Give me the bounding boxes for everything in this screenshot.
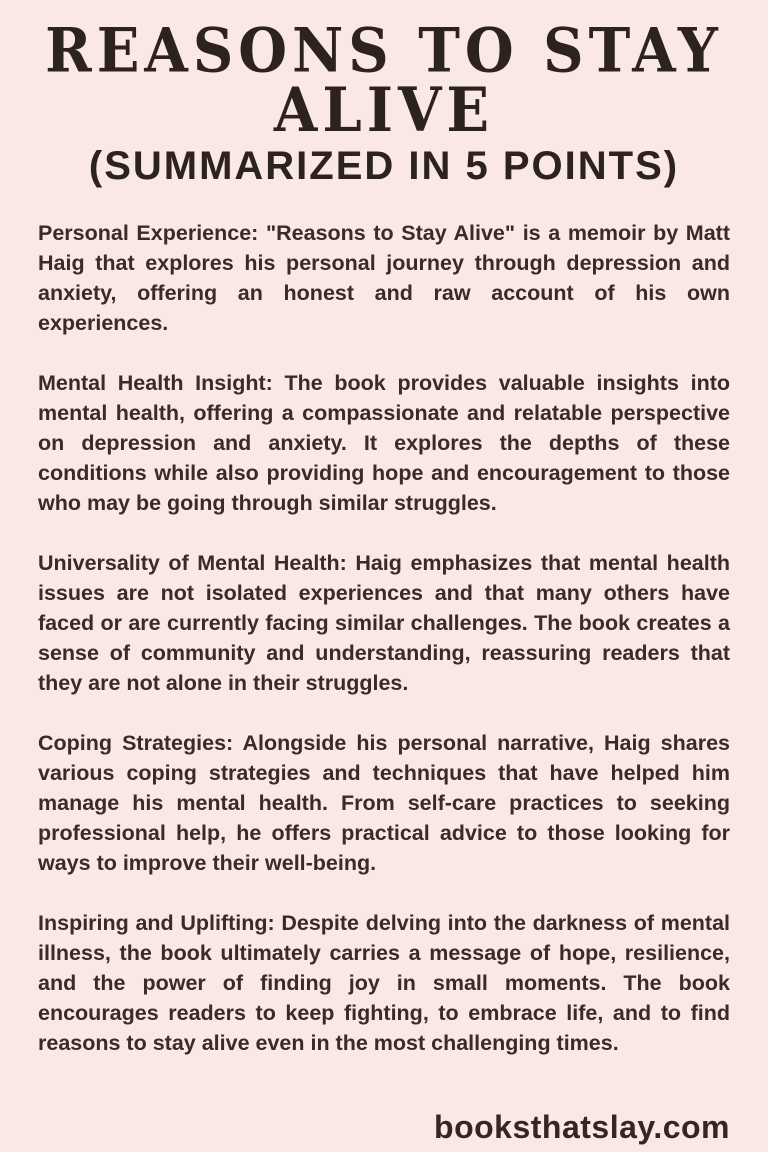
summary-point-universality-of-mental-health: Universality of Mental Health: Haig emphasizes that mental health issues are not isolated experiences and that many others have faced or are currently facing similar challenges. The book creates a sense of community and understanding, reassuring readers that they are not alone in their struggles. [38, 550, 730, 695]
summary-point-mental-health-insight: Mental Health Insight: The book provides valuable insights into mental health, offering a compassionate and relatable perspective on depression and anxiety. It explores the depths of these conditions while also providing hope and encouragement to those who may be going through similar struggles. [38, 370, 730, 515]
summary-points-list [38, 218, 730, 1058]
summary-point-coping-strategies: Coping Strategies: Alongside his personal narrative, Haig shares various coping strategies and techniques that have helped him manage his mental health. From self-care practices to seeking professional help, he offers practical advice to those looking for ways to improve their well-being. [38, 730, 730, 875]
page-subtitle: (SUMMARIZED IN 5 POINTS) [88, 143, 680, 188]
summary-point-inspiring-and-uplifting: Inspiring and Uplifting: Despite delving into the darkness of mental illness, the book ultimately carries a message of hope, resilience, and the power of finding joy in small moments. The book encourages readers to keep fighting, to embrace life, and to find reasons to stay alive even in the most challenging times. [38, 910, 730, 1055]
summary-point-personal-experience: Personal Experience: "Reasons to Stay Alive" is a memoir by Matt Haig that explores his personal journey through depression and anxiety, offering an honest and raw account of his own experiences. [38, 220, 730, 335]
page-title: REASONS TO STAY ALIVE [45, 15, 723, 147]
site-watermark: booksthatslay.com [434, 1109, 730, 1145]
